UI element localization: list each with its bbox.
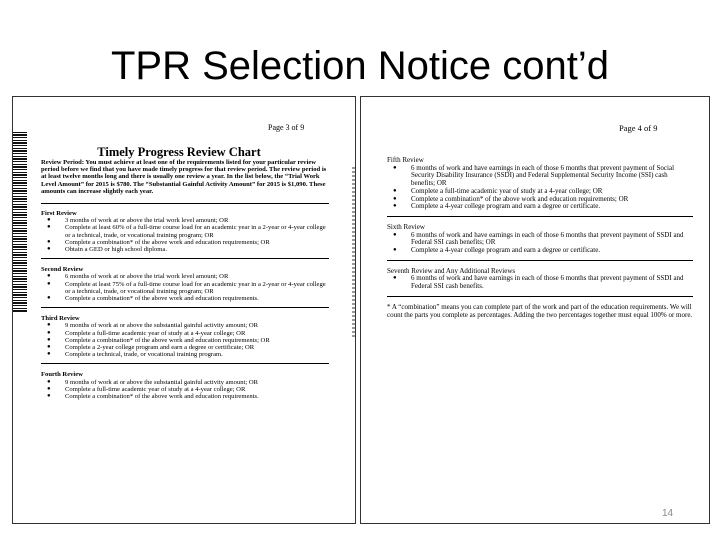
right-document-page [360,96,710,524]
divider [41,363,329,364]
list-item: ● Obtain a GED or high school diploma. [65,246,329,253]
seventh-review-section [387,268,693,297]
section-heading: Sixth Review [387,222,425,231]
list-item: ● 6 months of work and have earnings in each of those 6 months that prevent payment of SSDI and Federal SSI cash benefits. [411,275,693,290]
left-document-page [12,96,356,524]
divider [387,296,693,297]
list-item: ● Complete a 2-year college program and earn a degree or certificate; OR [65,344,329,351]
section-heading: Fifth Review [387,156,424,164]
list-item: ● Complete a combination* of the above work and education requirements. [65,295,329,302]
left-page-body [41,159,329,407]
page-edge-text [352,167,355,337]
list-item: ● 6 months of work and have earnings in each of those 6 months that prevent payment of SSDI and Federal SSI cash benefits; OR [411,232,693,247]
sixth-review-section [387,224,693,261]
slide-number: 14 [662,508,674,519]
list-item: ● Complete a combination* of the above work and education requirements; OR [65,337,329,344]
section-heading: Fourth Review [41,371,83,379]
list-item: ● Complete a full-time academic year of study at a 4-year college; OR [411,188,693,196]
third-review-section [41,315,329,364]
section-heading: Seventh Review and Any Additional Reviews [387,266,516,275]
section-heading: Third Review [41,315,80,323]
list-item: ● Complete a 4-year college program and earn a degree or certificate. [411,247,693,255]
divider [41,258,329,259]
list-item: ● 9 months of work at or above the substantial gainful activity amount; OR [65,322,329,329]
fourth-review-section [41,371,329,400]
left-page-number: Page 3 of 9 [268,123,305,132]
chart-title: Timely Progress Review Chart [97,145,261,159]
divider [387,260,693,261]
list-item: ● Complete a technical, trade, or vocational training program. [65,351,329,358]
section-heading: First Review [41,210,77,218]
list-item: ● Complete a combination* of the above work and education requirements. [65,393,329,400]
list-item: ● 9 months of work at or above the substantial gainful activity amount; OR [65,379,329,386]
fifth-review-section [387,157,693,217]
list-item: ● 6 months of work and have earnings in each of those 6 months that prevent payment of Social Security Disability Insurance (SSDI) and Federal Supplemental Security Income (SSI) cash benefits; OR [411,165,693,188]
list-item: ● Complete at least 75% of a full-time course load for an academic year in a 2-year or 4-year college or a technical, trade, or vocational training program; OR [65,281,329,295]
list-item: ● Complete a combination* of the above work and education requirements; OR [411,196,693,204]
second-review-section [41,266,329,308]
first-review-section [41,210,329,259]
right-page-number: Page 4 of 9 [619,123,658,133]
slide-title: TPR Selection Notice cont’d [110,44,609,88]
divider [387,216,693,217]
list-item: ● Complete a full-time academic year of study at a 4-year college; OR [65,386,329,393]
list-item: ● Complete at least 60% of a full-time course load for an academic year in a 2-year or 4-year college or a technical, trade, or vocational training program; OR [65,224,329,238]
list-item: ● 3 months of work at or above the trial work level amount; OR [65,217,329,224]
divider [41,307,329,308]
right-page-body [387,157,693,319]
barcode-strip [13,132,27,312]
divider [41,203,329,204]
combination-footnote: * A “combination” means you can complete part of the work and part of the education requirements. We will count the parts you complete as percentages. Adding the two percentages together must equal 100% or more. [387,302,693,319]
section-heading: Second Review [41,266,84,274]
list-item: ● 6 months of work at or above the trial work level amount; OR [65,273,329,280]
list-item: ● Complete a full-time academic year of study at a 4-year college; OR [65,330,329,337]
list-item: ● Complete a 4-year college program and earn a degree or certificate. [411,203,693,211]
review-period-intro: Review Period: You must achieve at least one of the requirements listed for your particular review period before we find that you have made timely progress for that review period. The review period is at least twelve months long and there is usually one review a year. In the list below, the “Trial Work Level Amount” for 2015 is $780. The “Substantial Gainful Activity Amount” for 2015 is $1,090. These amounts can increase slightly each year. [41,159,327,195]
list-item: ● Complete a combination* of the above work and education requirements; OR [65,239,329,246]
